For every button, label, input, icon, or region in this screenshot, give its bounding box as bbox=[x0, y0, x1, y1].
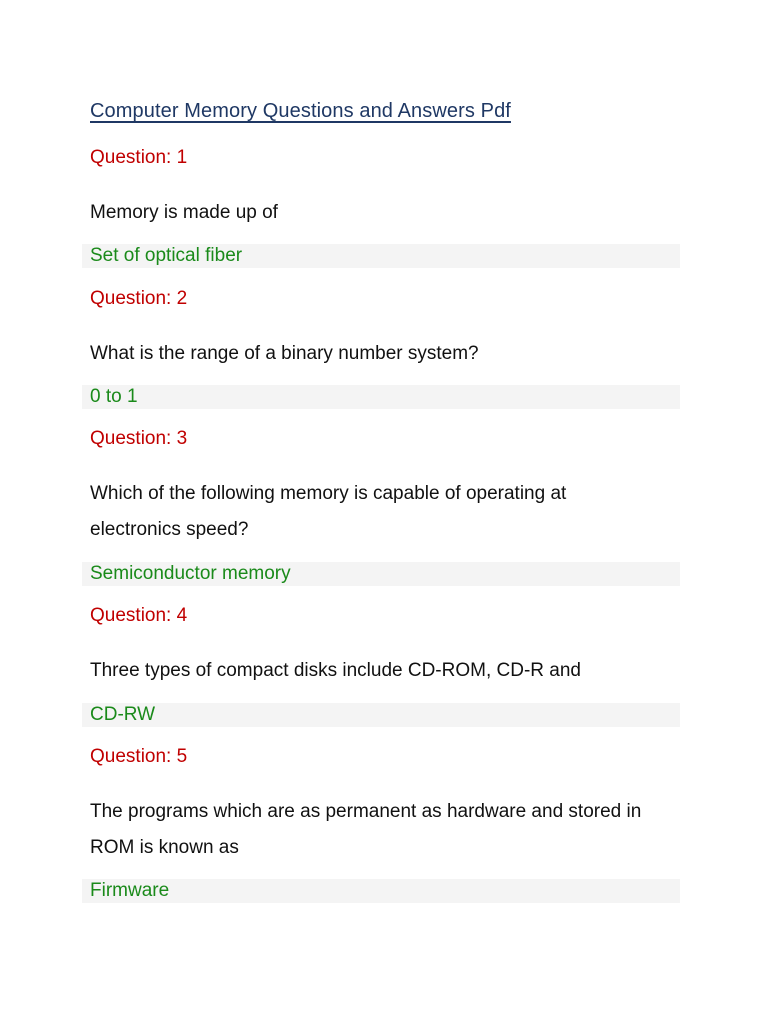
answer-text: 0 to 1 bbox=[82, 385, 680, 409]
question-label: Question: 5 bbox=[90, 746, 188, 767]
question-label: Question: 1 bbox=[90, 147, 188, 168]
question-label: Question: 4 bbox=[90, 605, 188, 626]
question-text: Which of the following memory is capable of operating at electronics speed? bbox=[90, 483, 567, 540]
question-text: Memory is made up of bbox=[90, 202, 278, 223]
answer-text: Semiconductor memory bbox=[82, 562, 680, 586]
answer-text: Firmware bbox=[82, 879, 680, 903]
question-label: Question: 3 bbox=[90, 428, 188, 449]
answer-text: Set of optical fiber bbox=[82, 244, 680, 268]
answer-text: CD-RW bbox=[82, 703, 680, 727]
question-text: What is the range of a binary number system? bbox=[90, 343, 479, 364]
question-text: Three types of compact disks include CD-ROM, CD-R and bbox=[90, 660, 581, 681]
page-title: Computer Memory Questions and Answers Pdf bbox=[90, 100, 511, 122]
question-label: Question: 2 bbox=[90, 288, 188, 309]
question-text: The programs which are as permanent as hardware and stored in ROM is known as bbox=[90, 801, 642, 858]
